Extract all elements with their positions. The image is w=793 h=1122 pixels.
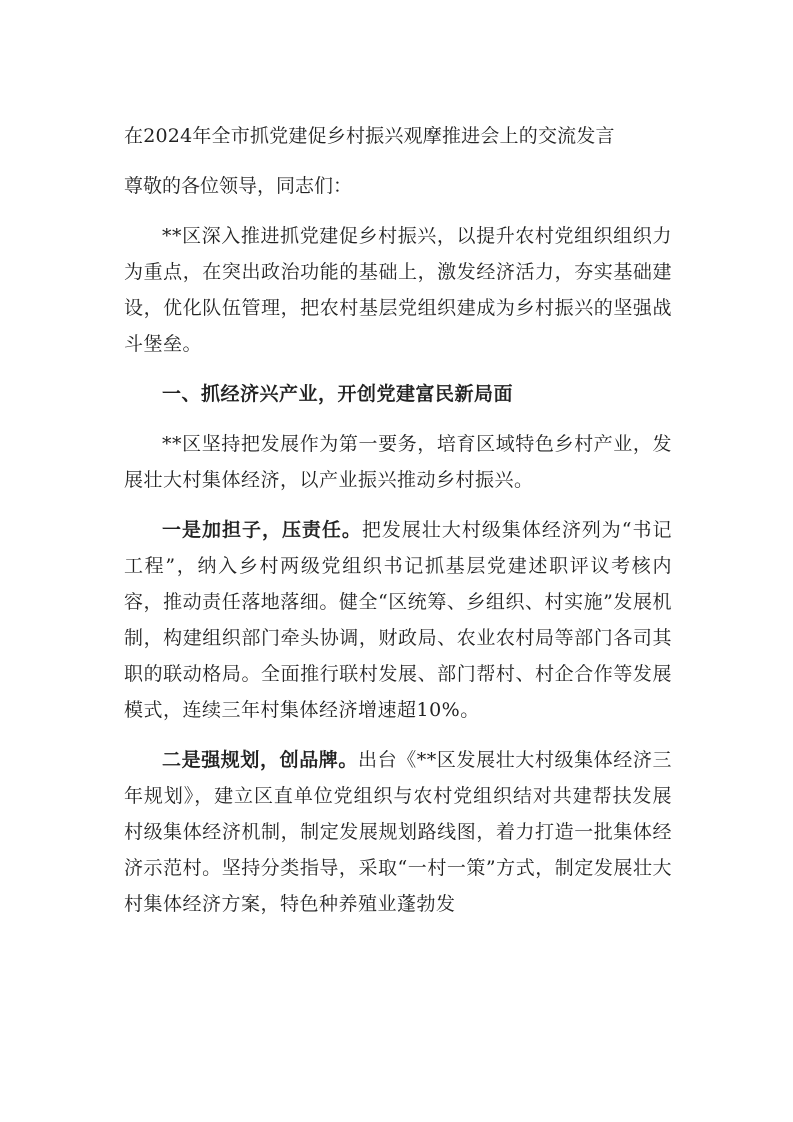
document-body xyxy=(124,118,672,922)
section-intro-paragraph: **区坚持把发展作为第一要务，培育区域特色乡村产业，发展壮大村集体经济，以产业振兴推动乡村振兴。 xyxy=(124,433,672,491)
section-heading-1: 一、抓经济兴产业，开创党建富民新局面 xyxy=(162,383,514,405)
document-title: 在2024年全市抓党建促乡村振兴观摩推进会上的交流发言 xyxy=(124,125,615,147)
point-1-lead: 一是加担子，压责任。 xyxy=(162,519,362,541)
point-2-text: 出台《**区发展壮大村级集体经济三年规划》，建立区直单位党组织与农村党组织结对共建帮扶发展村级集体经济机制，制定发展规划路线图，着力打造一批集体经济示范村。坚持分类指导，采取“一村一策”方式，制定发展壮大村集体经济方案，特色种养殖业蓬勃发 xyxy=(124,749,672,915)
point-1-text: 把发展壮大村级集体经济列为“书记工程”，纳入乡村两级党组织书记抓基层党建述职评议考核内容，推动责任落地落细。健全“区统筹、乡组织、村实施”发展机制，构建组织部门牵头协调，财政局、农业农村局等部门各司其职的联动格局。全面推行联村发展、部门帮村、村企合作等发展模式，连续三年村集体经济增速超10%。 xyxy=(124,519,672,721)
point-2-paragraph xyxy=(124,742,672,922)
intro-paragraph: **区深入推进抓党建促乡村振兴，以提升农村党组织组织力为重点，在突出政治功能的基础上，激发经济活力，夯实基础建设，优化队伍管理，把农村基层党组织建成为乡村振兴的坚强战斗堡垒。 xyxy=(124,225,672,355)
point-1-paragraph xyxy=(124,512,672,728)
salutation: 尊敬的各位领导，同志们： xyxy=(124,175,353,197)
point-2-lead: 二是强规划，创品牌。 xyxy=(162,749,358,771)
